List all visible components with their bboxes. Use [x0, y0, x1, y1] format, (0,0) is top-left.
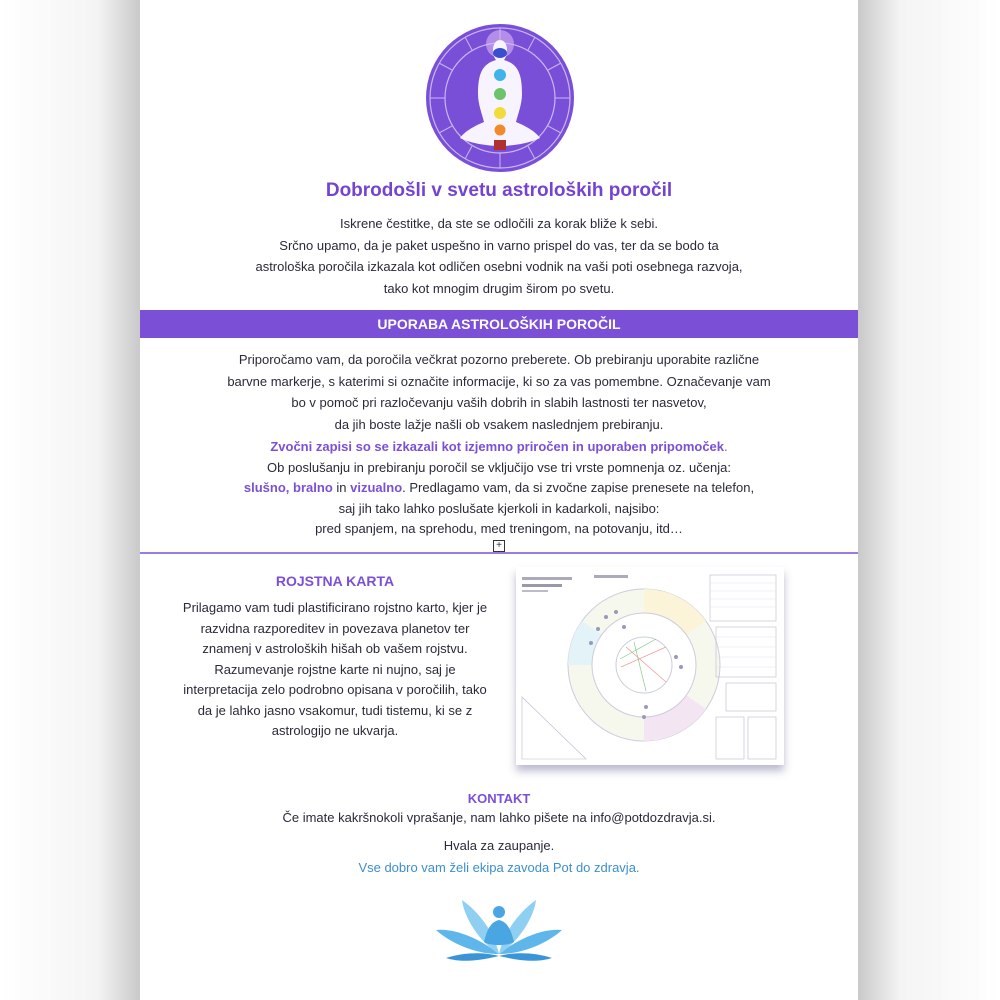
audio-line: . Predlagamo vam, da si zvočne zapise prenesete na telefon,	[402, 480, 755, 495]
word-in: in	[336, 480, 347, 495]
signature-text: Vse dobro vam želi ekipa zavoda Pot do zdravja.	[358, 860, 640, 875]
intro-line: astrološka poročila izkazala kot odličen osebni vodnik na vaši poti osebnega razvoja,	[255, 259, 743, 274]
highlight-slusno: slušno	[243, 480, 286, 495]
intro-line: Iskrene čestitke, da ste se odločili za korak bliže k sebi.	[340, 216, 658, 231]
birth-chart-text: Prilagamo vam tudi plastificirano rojstno karto, kjer je razvidna razporeditev in povezava planetov ter znamenj v astroloških hišah ob vašem rojstvu. Razumevanje rojstne karte ni nujno, saj je interpretacija zelo podrobno opisana v poročilih, tako da je lahko jasno vsakomur, tudi tistemu, ki se z astrologijo ne ukvarja.	[182, 600, 488, 738]
zodiac-chakra-logo	[424, 22, 576, 174]
usage-line: da jih boste lažje našli ob vsakem naslednjem prebiranju.	[334, 416, 664, 432]
highlight-vizualno: vizualno	[350, 480, 403, 495]
usage-line: Priporočamo vam, da poročila večkrat pozorno preberete. Ob prebiranju uporabite različne	[238, 352, 760, 367]
thanks-text: Hvala za zaupanje.	[443, 838, 555, 853]
section-heading-usage: UPORABA ASTROLOŠKIH POROČIL	[140, 310, 858, 338]
usage-text	[140, 349, 858, 435]
audio-line: saj jih tako lahko poslušate kjerkoli in kadarkoli, najsibo:	[338, 500, 660, 516]
section-heading-birth-chart: ROJSTNA KARTA	[275, 573, 395, 589]
intro-line: tako kot mnogim drugim širom po svetu.	[383, 280, 615, 296]
audio-text: Zvočni zapisi so se izkazali kot izjemno priročen in uporaben pripomoček. Ob poslušanju in prebiranju poročil se vključijo vse tri vrste pomnenja oz. učenja: slušno, bralno in vizualno. Predlagamo vam, da si zvočne zapise prenesete na telefon, saj jih tako lahko poslušate kjerkoli in kadarkoli, najsibo: pred spanjem, na sprehodu, med treningom, na potovanju, itd…	[140, 437, 858, 540]
contact-text: Če imate kakršnokoli vprašanje, nam lahko pišete na info@potdozdravja.si.	[282, 810, 716, 825]
section-divider	[140, 552, 858, 554]
page-title: Dobrodošli v svetu astroloških poročil	[325, 180, 673, 201]
document-page	[140, 0, 858, 1000]
audio-line: pred spanjem, na sprehodu, med treningom, na potovanju, itd…	[315, 521, 683, 536]
section-heading-contact: KONTAKT	[467, 791, 531, 806]
audio-highlight: Zvočni zapisi so se izkazali kot izjemno priročen in uporaben pripomoček	[270, 439, 725, 454]
birth-chart-image	[516, 567, 784, 765]
page-shadow-left	[0, 0, 140, 1000]
usage-line: bo v pomoč pri razločevanju vaših dobrih in slabih lastnosti ter nasvetov,	[291, 395, 707, 410]
expand-icon[interactable]: +	[493, 540, 505, 552]
intro-text	[140, 213, 858, 299]
page-shadow-right	[858, 0, 1000, 1000]
intro-line: Srčno upamo, da je paket uspešno in varno prispel do vas, ter da se bodo ta	[279, 237, 719, 253]
usage-line: barvne markerje, s katerimi si označite informacije, ki so za vas pomembne. Označevanje vam	[227, 373, 771, 389]
audio-line: Ob poslušanju in prebiranju poročil se vključijo vse tri vrste pomnenja oz. učenja:	[267, 459, 731, 475]
highlight-bralno: bralno	[293, 480, 333, 495]
lotus-logo	[434, 882, 564, 967]
